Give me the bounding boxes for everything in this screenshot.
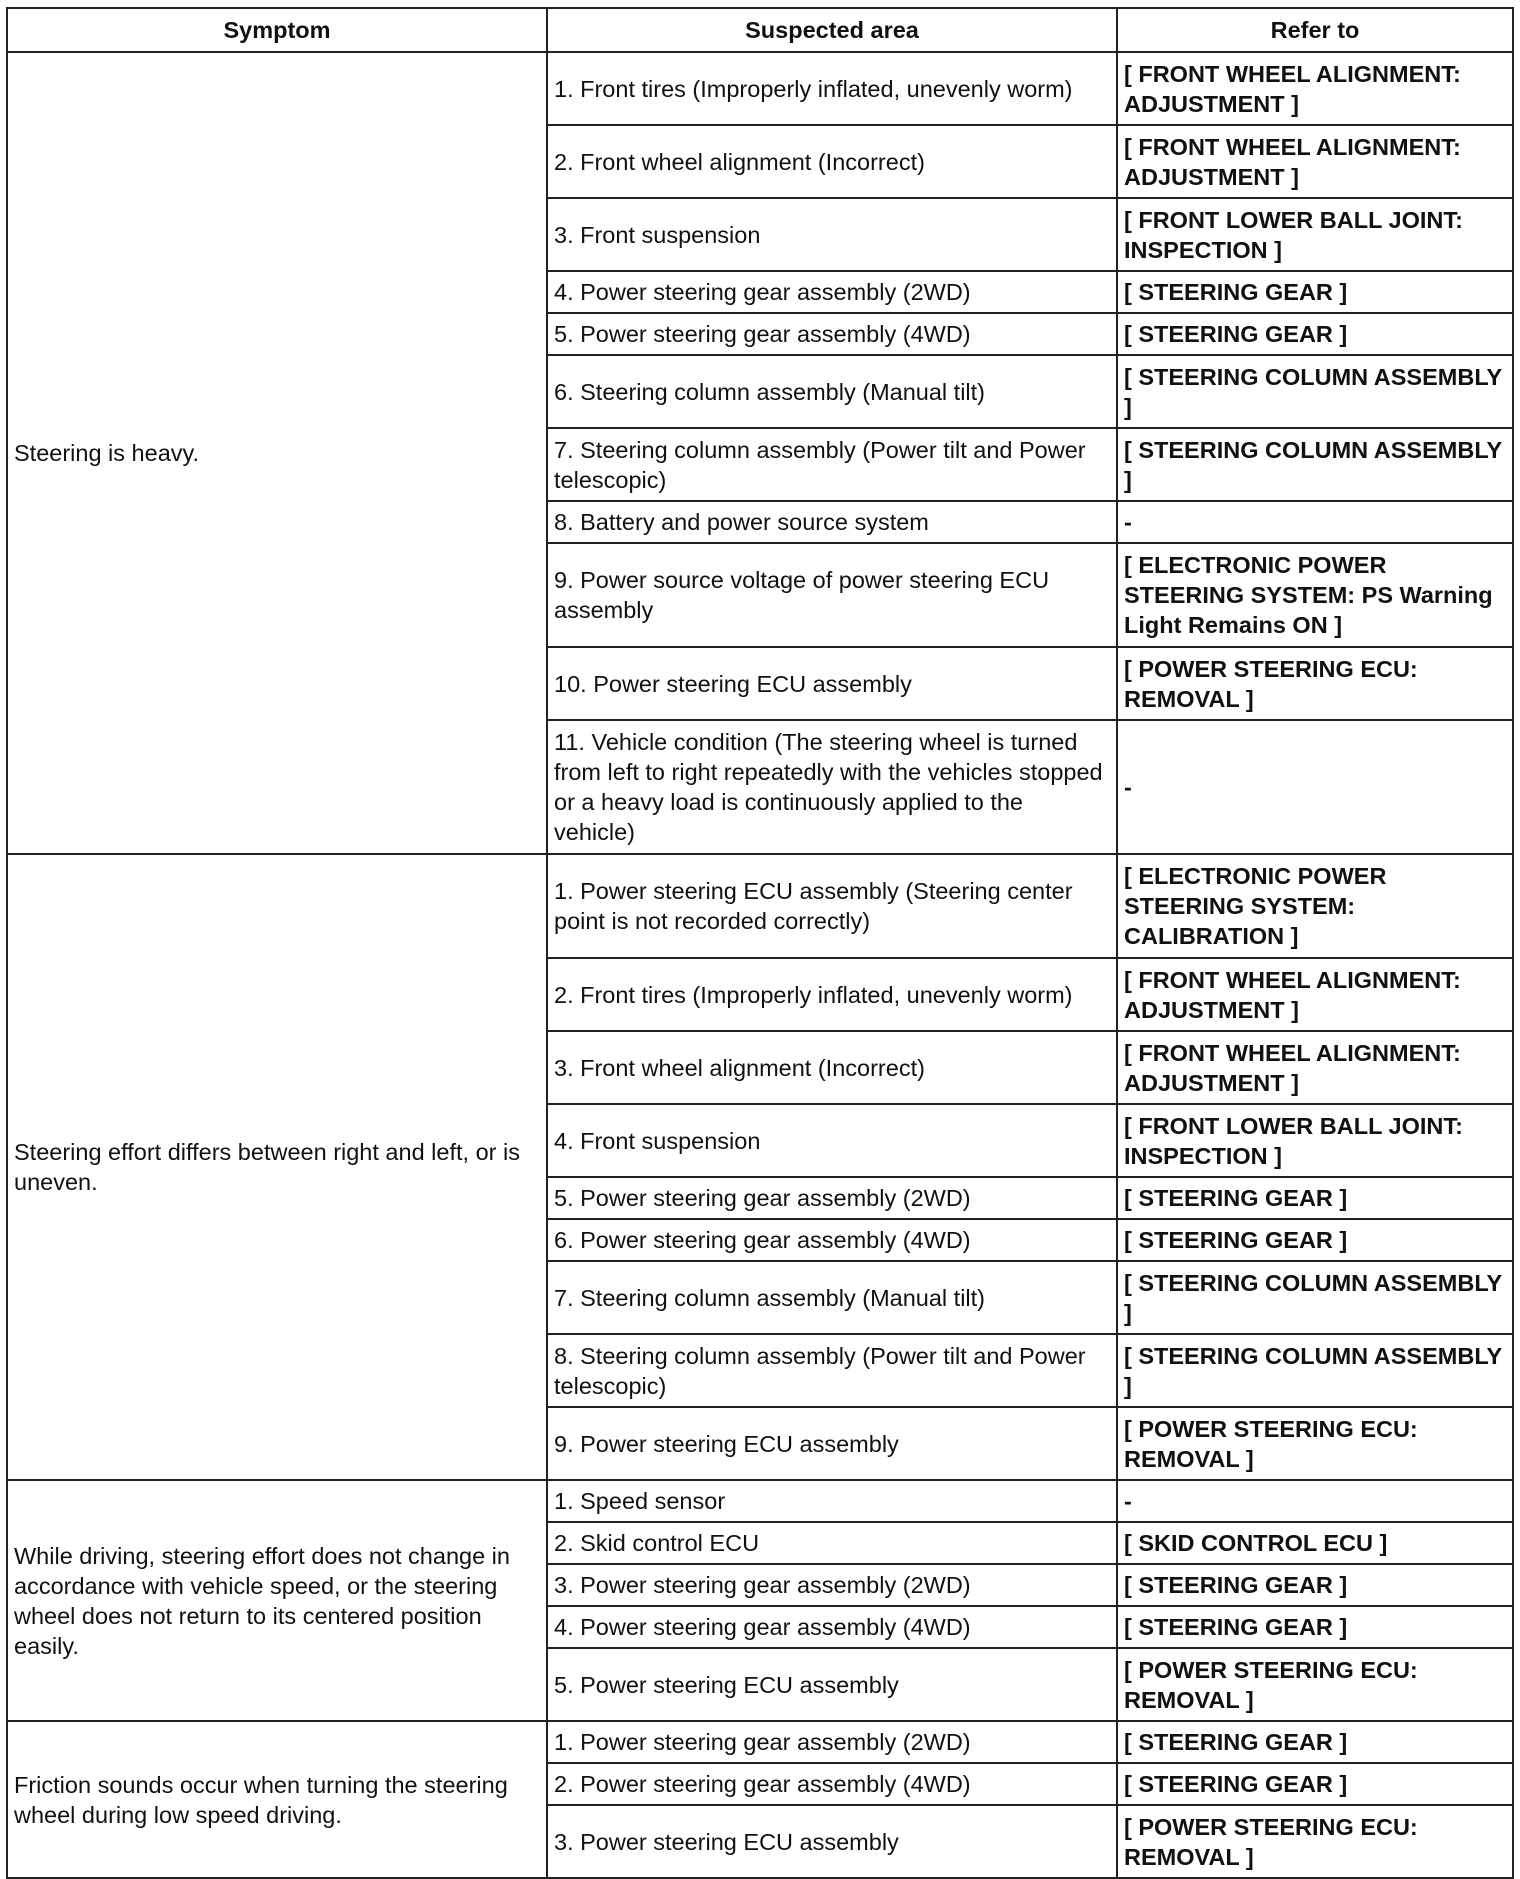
suspected-area-cell: 1. Speed sensor: [547, 1480, 1117, 1522]
refer-to-cell: [ SKID CONTROL ECU ]: [1117, 1522, 1513, 1564]
refer-to-cell: -: [1117, 1480, 1513, 1522]
table-row: [7, 1721, 1513, 1763]
suspected-area-cell: 2. Skid control ECU: [547, 1522, 1117, 1564]
suspected-area-cell: 4. Front suspension: [547, 1104, 1117, 1177]
refer-to-cell: [ STEERING GEAR ]: [1117, 313, 1513, 355]
table-row: [7, 1480, 1513, 1522]
suspected-area-cell: 11. Vehicle condition (The steering wheel is turned from left to right repeatedly with the vehicles stopped or a heavy load is continuously applied to the vehicle): [547, 720, 1117, 854]
suspected-area-cell: 6. Steering column assembly (Manual tilt): [547, 355, 1117, 428]
refer-to-cell: -: [1117, 720, 1513, 854]
refer-to-cell: [ FRONT LOWER BALL JOINT: INSPECTION ]: [1117, 198, 1513, 271]
refer-to-cell: [ STEERING COLUMN ASSEMBLY ]: [1117, 1261, 1513, 1334]
refer-to-cell: [ FRONT LOWER BALL JOINT: INSPECTION ]: [1117, 1104, 1513, 1177]
symptom-cell: Steering is heavy.: [7, 52, 547, 854]
suspected-area-cell: 1. Front tires (Improperly inflated, unevenly worm): [547, 52, 1117, 125]
suspected-area-cell: 6. Power steering gear assembly (4WD): [547, 1219, 1117, 1261]
suspected-area-cell: 5. Power steering gear assembly (4WD): [547, 313, 1117, 355]
refer-to-cell: [ STEERING GEAR ]: [1117, 1564, 1513, 1606]
suspected-area-cell: 9. Power source voltage of power steering ECU assembly: [547, 543, 1117, 647]
refer-to-cell: [ FRONT WHEEL ALIGNMENT: ADJUSTMENT ]: [1117, 958, 1513, 1031]
refer-to-cell: [ ELECTRONIC POWER STEERING SYSTEM: PS Warning Light Remains ON ]: [1117, 543, 1513, 647]
header-symptom: Symptom: [7, 8, 547, 52]
suspected-area-cell: 2. Front wheel alignment (Incorrect): [547, 125, 1117, 198]
table-body: [7, 52, 1513, 1878]
suspected-area-cell: 3. Front wheel alignment (Incorrect): [547, 1031, 1117, 1104]
refer-to-cell: [ ELECTRONIC POWER STEERING SYSTEM: CALIBRATION ]: [1117, 854, 1513, 958]
refer-to-cell: [ POWER STEERING ECU: REMOVAL ]: [1117, 1407, 1513, 1480]
refer-to-cell: [ STEERING GEAR ]: [1117, 1177, 1513, 1219]
suspected-area-cell: 2. Front tires (Improperly inflated, unevenly worm): [547, 958, 1117, 1031]
suspected-area-cell: 3. Power steering gear assembly (2WD): [547, 1564, 1117, 1606]
refer-to-cell: [ STEERING GEAR ]: [1117, 1219, 1513, 1261]
suspected-area-cell: 4. Power steering gear assembly (2WD): [547, 271, 1117, 313]
suspected-area-cell: 1. Power steering gear assembly (2WD): [547, 1721, 1117, 1763]
header-refer-to: Refer to: [1117, 8, 1513, 52]
suspected-area-cell: 9. Power steering ECU assembly: [547, 1407, 1117, 1480]
problem-symptoms-table: [6, 7, 1514, 1879]
suspected-area-cell: 5. Power steering gear assembly (2WD): [547, 1177, 1117, 1219]
refer-to-cell: [ STEERING COLUMN ASSEMBLY ]: [1117, 355, 1513, 428]
symptom-cell: While driving, steering effort does not change in accordance with vehicle speed, or the steering wheel does not return to its centered position easily.: [7, 1480, 547, 1721]
troubleshooting-table-container: [6, 7, 1512, 1879]
refer-to-cell: [ POWER STEERING ECU: REMOVAL ]: [1117, 1648, 1513, 1721]
suspected-area-cell: 1. Power steering ECU assembly (Steering center point is not recorded correctly): [547, 854, 1117, 958]
refer-to-cell: -: [1117, 501, 1513, 543]
header-row: [7, 8, 1513, 52]
refer-to-cell: [ STEERING COLUMN ASSEMBLY ]: [1117, 1334, 1513, 1407]
suspected-area-cell: 2. Power steering gear assembly (4WD): [547, 1763, 1117, 1805]
refer-to-cell: [ STEERING GEAR ]: [1117, 1721, 1513, 1763]
header-suspected-area: Suspected area: [547, 8, 1117, 52]
suspected-area-cell: 7. Steering column assembly (Power tilt and Power telescopic): [547, 428, 1117, 501]
table-row: [7, 52, 1513, 125]
suspected-area-cell: 8. Steering column assembly (Power tilt and Power telescopic): [547, 1334, 1117, 1407]
refer-to-cell: [ POWER STEERING ECU: REMOVAL ]: [1117, 647, 1513, 720]
refer-to-cell: [ FRONT WHEEL ALIGNMENT: ADJUSTMENT ]: [1117, 52, 1513, 125]
refer-to-cell: [ FRONT WHEEL ALIGNMENT: ADJUSTMENT ]: [1117, 125, 1513, 198]
suspected-area-cell: 10. Power steering ECU assembly: [547, 647, 1117, 720]
refer-to-cell: [ FRONT WHEEL ALIGNMENT: ADJUSTMENT ]: [1117, 1031, 1513, 1104]
symptom-cell: Friction sounds occur when turning the steering wheel during low speed driving.: [7, 1721, 547, 1878]
suspected-area-cell: 3. Front suspension: [547, 198, 1117, 271]
suspected-area-cell: 4. Power steering gear assembly (4WD): [547, 1606, 1117, 1648]
refer-to-cell: [ STEERING GEAR ]: [1117, 1606, 1513, 1648]
suspected-area-cell: 5. Power steering ECU assembly: [547, 1648, 1117, 1721]
suspected-area-cell: 7. Steering column assembly (Manual tilt): [547, 1261, 1117, 1334]
refer-to-cell: [ STEERING GEAR ]: [1117, 1763, 1513, 1805]
symptom-cell: Steering effort differs between right and left, or is uneven.: [7, 854, 547, 1480]
suspected-area-cell: 8. Battery and power source system: [547, 501, 1117, 543]
table-row: [7, 854, 1513, 958]
refer-to-cell: [ STEERING COLUMN ASSEMBLY ]: [1117, 428, 1513, 501]
refer-to-cell: [ STEERING GEAR ]: [1117, 271, 1513, 313]
suspected-area-cell: 3. Power steering ECU assembly: [547, 1805, 1117, 1878]
refer-to-cell: [ POWER STEERING ECU: REMOVAL ]: [1117, 1805, 1513, 1878]
